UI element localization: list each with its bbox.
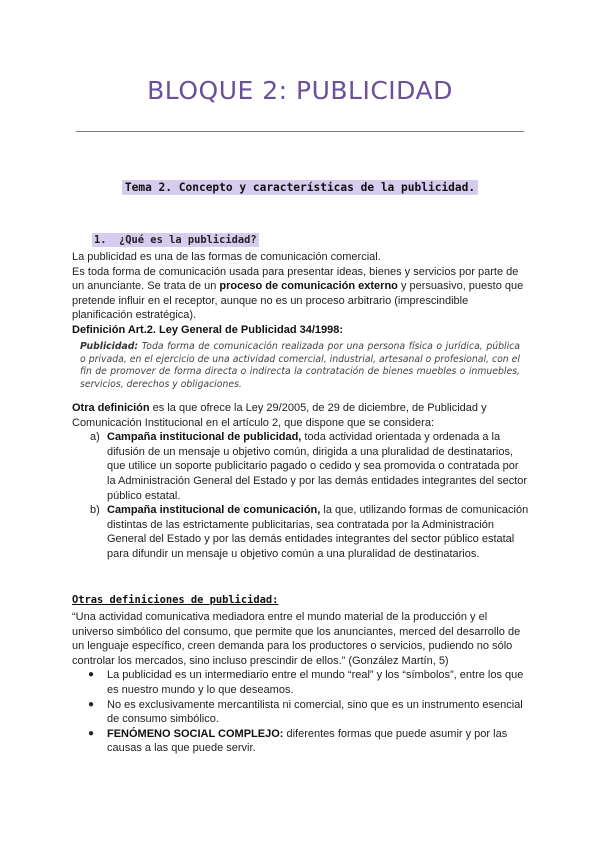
bullet-list xyxy=(72,668,530,756)
intro-bold: proceso de comunicación externo xyxy=(219,280,398,293)
bullet-item: ● FENÓMENO SOCIAL COMPLEJO: diferentes formas que puede asumir y por las causas a las que puede servir. xyxy=(88,727,508,755)
alpha-item: a) Campaña institucional de publicidad, toda actividad orientada y ordenada a la difusión de un mensaje u objetivo común, dirigida a una pluralidad de destinatarios, que utilice un soporte publicitario pagado o cedido y sea promovida o contratada por la Administración General del Estado y por las demás entidades integrantes del sector público estatal. xyxy=(90,431,528,502)
bullet-item: ● No es exclusivamente mercantilista ni comercial, sino que es un instrumento esencial de consumo simbólico. xyxy=(88,698,523,726)
document-title: BLOQUE 2: PUBLICIDAD xyxy=(147,76,453,105)
otras-quote: “Una actividad comunicativa mediadora entre el mundo material de la producción y el universo simbólico del consumo, que permite que los anunciantes, merced del desarrollo de un lenguaje específico, creen demanda para los productores o servicios, pudiendo no sólo controlar los mercados, sino incluso prescindir de ellos.” (González Martín, 5) xyxy=(72,611,521,667)
title-rule xyxy=(76,131,524,132)
alpha-list xyxy=(72,430,530,561)
tema-heading-wrap xyxy=(0,178,600,196)
tema-heading: Tema 2. Concepto y características de la publicidad. xyxy=(122,180,478,195)
bullet-item: ● La publicidad es un intermediario entre el mundo “real” y los “símbolos”, entre los que es nuestro mundo y lo que deseamos. xyxy=(88,669,524,696)
quote-text: Toda forma de comunicación realizada por una persona física o jurídica, pública o privada, en el ejercicio de una actividad comercial, industrial, artesanal o profesional, con el fin de promover de forma directa o indirecta la contratación de bienes muebles o inmuebles, servicios, derechos y obligaciones. xyxy=(80,341,520,390)
definition-heading: Definición Art.2. Ley General de Publicidad 34/1998: xyxy=(72,323,344,336)
section-number: 1. xyxy=(94,234,107,246)
otra-definicion xyxy=(72,401,530,562)
section-title: ¿Qué es la publicidad? xyxy=(119,234,257,246)
alpha-item: b) Campaña institucional de comunicación, la que, utilizando formas de comunicación distintas de las estrictamente publicitarias, sea contratada por la Administración General del Estado y por las demás entidades integrantes del sector público estatal para difundir un mensaje u objetivo común a una pluralidad de destinatarios. xyxy=(90,504,529,560)
definition-quote xyxy=(80,341,520,391)
quote-term: Publicidad: xyxy=(80,341,139,352)
otra-bold: Otra definición xyxy=(72,402,150,414)
intro-paragraph xyxy=(72,250,530,338)
otras-definiciones-title: Otras definiciones de publicidad: xyxy=(72,594,279,606)
section-1-heading xyxy=(92,234,259,246)
otra-text: es la que ofrece la Ley 29/2005, de 29 de diciembre, de Publicidad y Comunicación Institucional en el artículo 2, que dispone que se considera: xyxy=(72,402,487,429)
otras-section xyxy=(72,610,530,756)
intro-line-2: Es toda forma de comunicación usada para presentar ideas, bienes y servicios por parte de un anunciante. Se trata de un proceso de comunicación externo y persuasivo, puesto que pretende influir en el receptor, aunque no es un proceso arbitrario (imprescindible planificación estratégica). xyxy=(72,265,524,322)
intro-line-1: La publicidad es una de las formas de comunicación comercial. xyxy=(72,251,381,263)
